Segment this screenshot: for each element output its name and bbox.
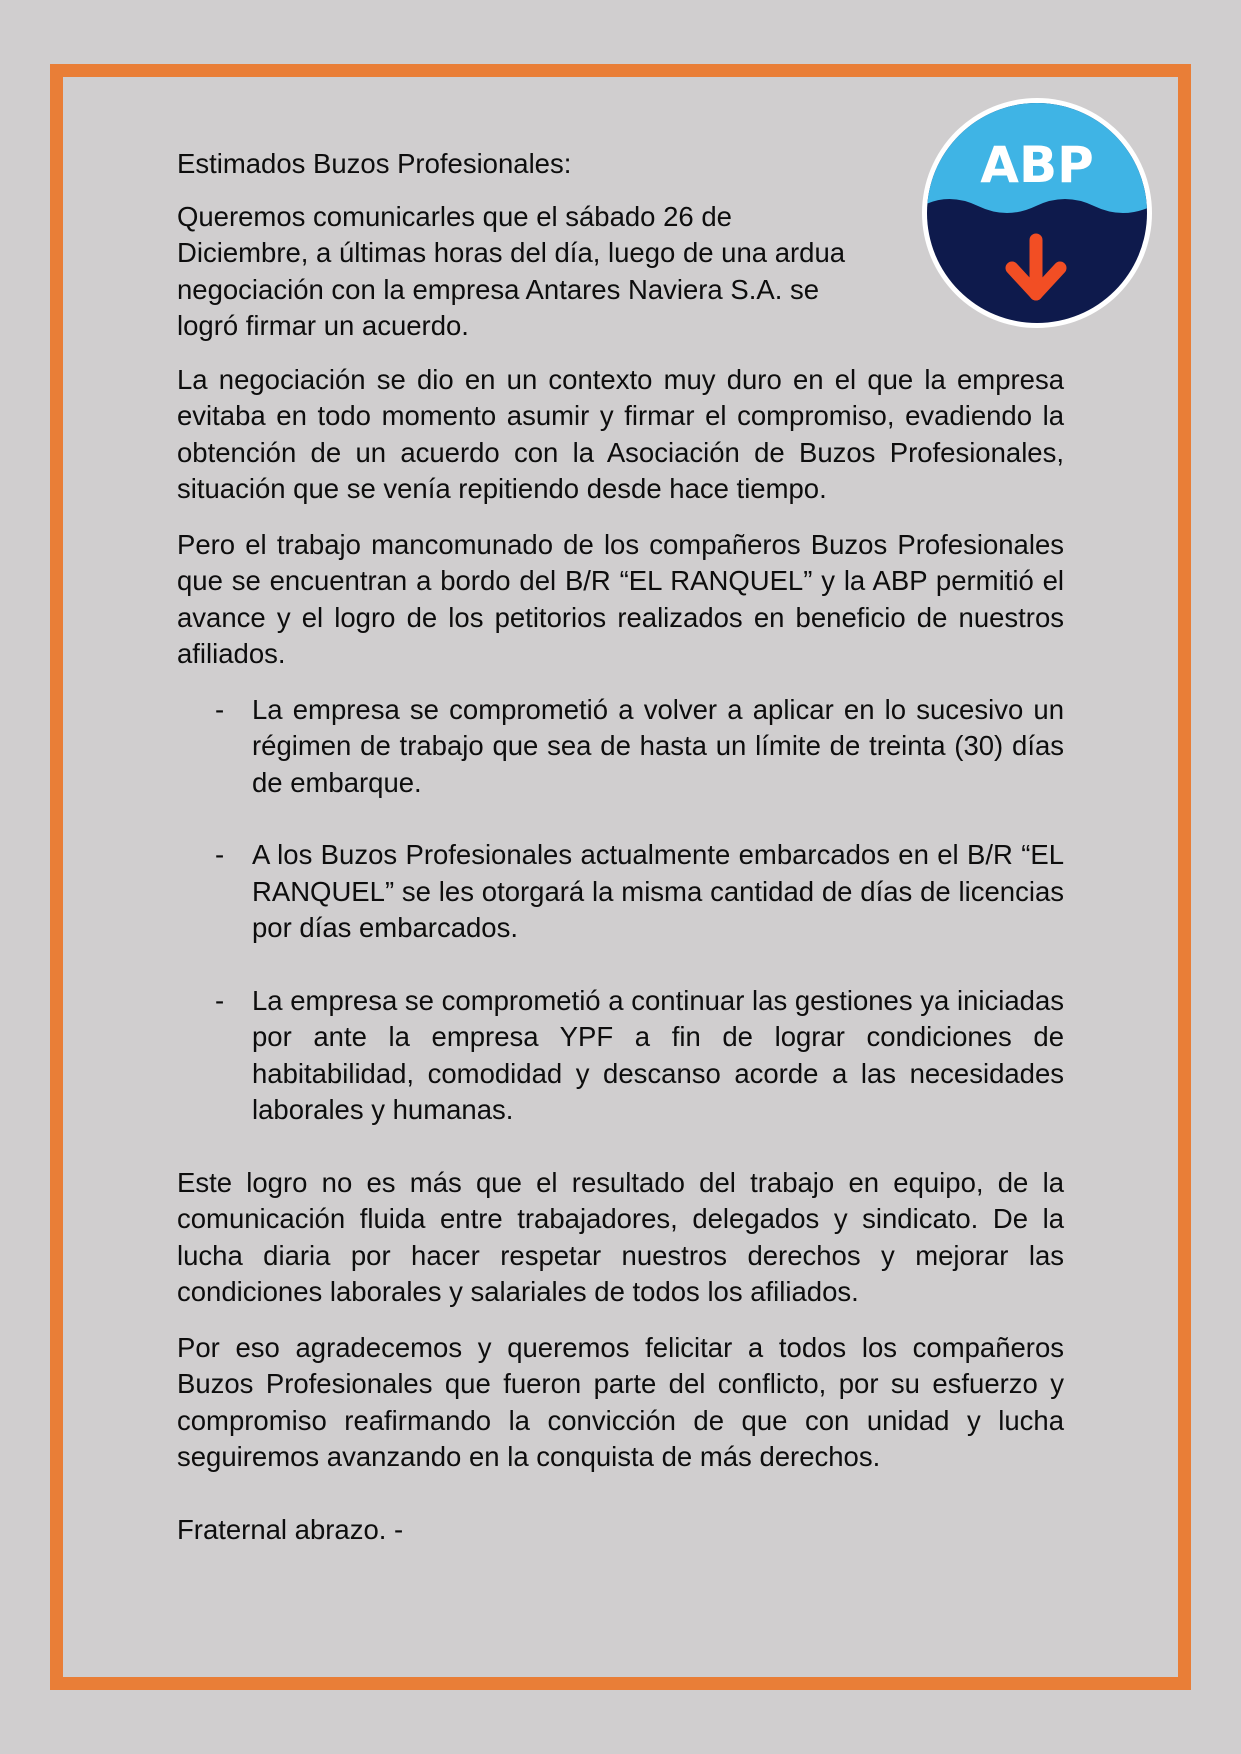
- letter-greeting: Estimados Buzos Profesionales:: [177, 148, 572, 179]
- agreement-point-text: A los Buzos Profesionales actualmente embarcados en el B/R “EL RANQUEL” se les otorgará la misma cantidad de días de licencias por días embarcados.: [252, 839, 1064, 943]
- intro-paragraph: Queremos comunicarles que el sábado 26 de Diciembre, a últimas horas del día, luego de una ardua negociación con la empresa Antares Naviera S.A. se logró firmar un acuerdo.: [177, 200, 846, 341]
- context-paragraph: La negociación se dio en un contexto muy duro en el que la empresa evitaba en todo momento asumir y firmar el compromiso, evadiendo la obtención de un acuerdo con la Asociación de Buzos Profesionales, situación que se venía repitiendo desde hace tiempo.: [177, 363, 1064, 504]
- list-dash: -: [215, 839, 225, 870]
- agreement-point-text: La empresa se comprometió a volver a aplicar en lo sucesivo un régimen de trabajo que sea de hasta un límite de treinta (30) días de embarque.: [252, 693, 1064, 798]
- list-dash: -: [215, 693, 225, 725]
- list-dash: -: [215, 984, 225, 1016]
- letter-body: [177, 146, 1064, 1548]
- letter-closing: Fraternal abrazo. -: [177, 1513, 404, 1545]
- agreement-point: [177, 837, 1064, 947]
- thanks-paragraph: Por eso agradecemos y queremos felicitar a todos los compañeros Buzos Profesionales que fueron parte del conflicto, por su esfuerzo y compromiso reafirmando la convicción de que con unidad y lucha seguiremos avanzando en la conquista de más derechos.: [177, 1331, 1064, 1472]
- teamwork-paragraph: Pero el trabajo mancomunado de los compañeros Buzos Profesionales que se encuentran a bordo del B/R “EL RANQUEL” y la ABP permitió el avance y el logro de los petitorios realizados en beneficio de nuestros afiliados.: [177, 528, 1064, 669]
- agreement-point: [177, 983, 1064, 1129]
- result-paragraph: Este logro no es más que el resultado del trabajo en equipo, de la comunicación fluida entre trabajadores, delegados y sindicato. De la lucha diaria por hacer respetar nuestros derechos y mejorar las condiciones laborales y salariales de todos los afiliados.: [177, 1166, 1064, 1307]
- agreement-point: [177, 692, 1064, 802]
- agreement-points-list: [177, 692, 1064, 1129]
- logo-text: ABP: [980, 136, 1094, 194]
- agreement-point-text: La empresa se comprometió a continuar las gestiones ya iniciadas por ante la empresa YPF a fin de lograr condiciones de habitabilidad, comodidad y descanso acorde a las necesidades laborales y humanas.: [252, 984, 1064, 1125]
